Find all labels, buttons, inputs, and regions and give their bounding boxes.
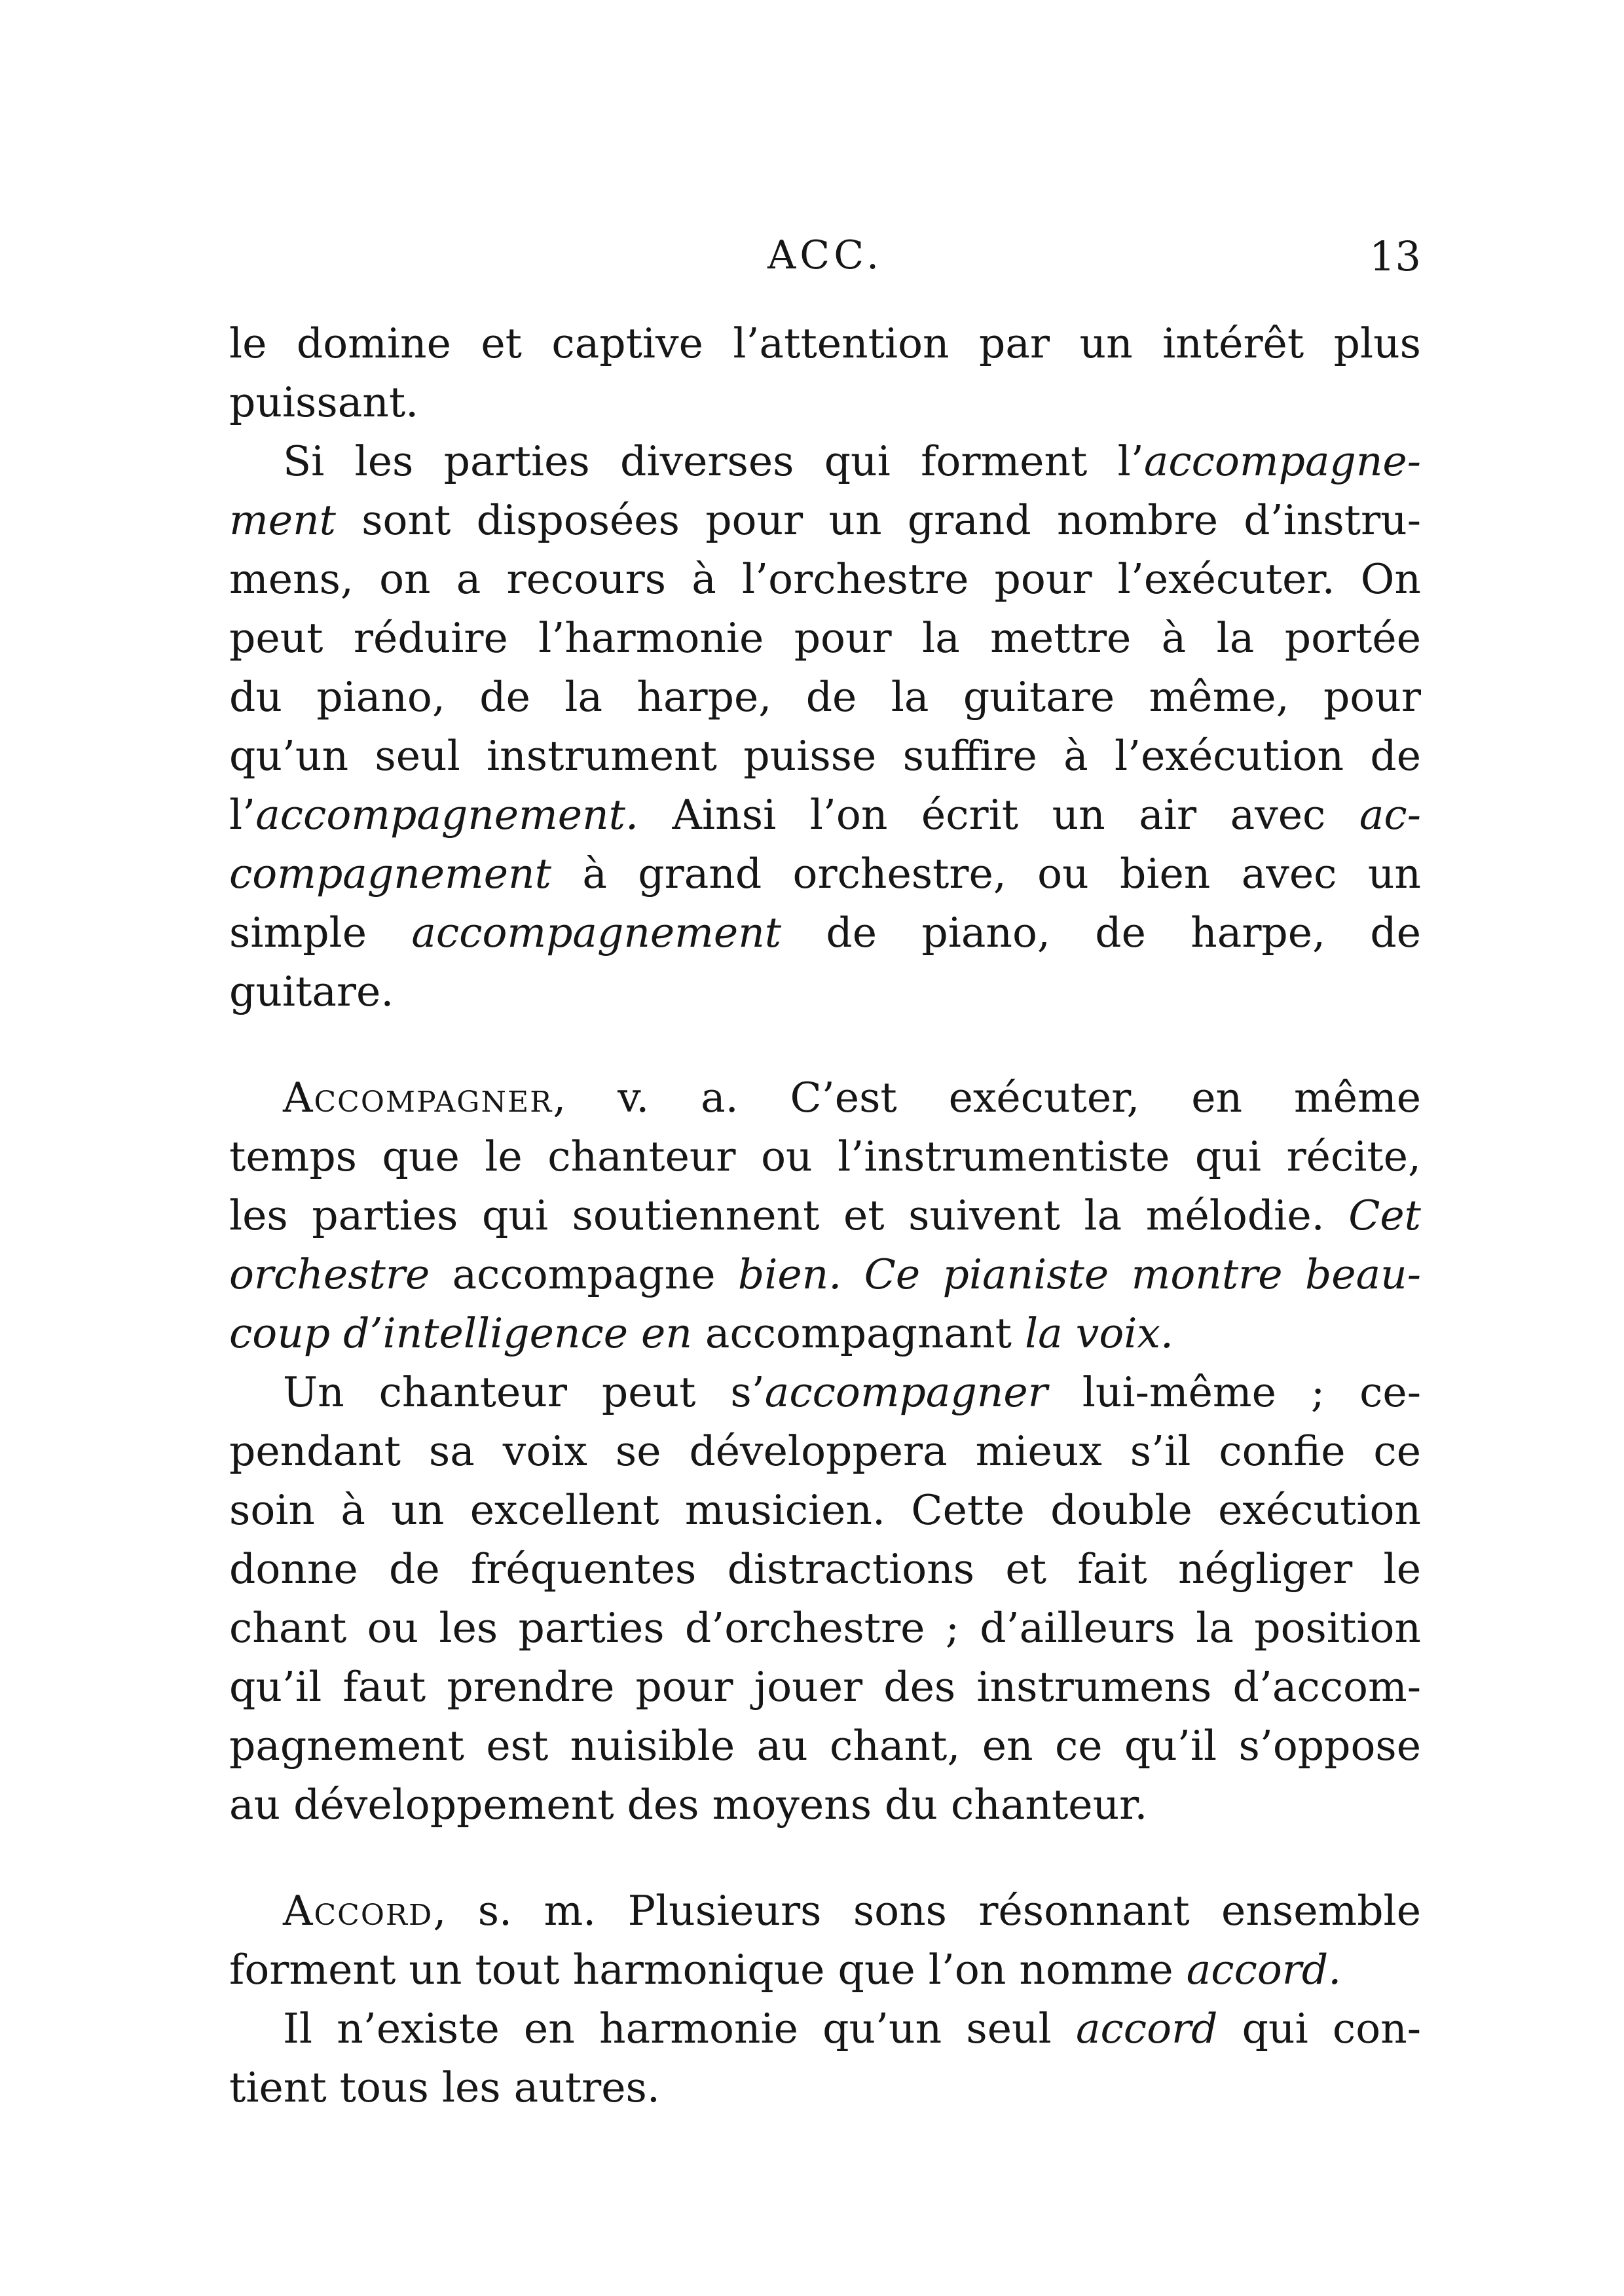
text-span: Un chanteur peut s’ bbox=[283, 1368, 765, 1416]
text-line bbox=[229, 491, 1421, 550]
running-head: ACC. bbox=[767, 232, 883, 278]
text-line: du piano, de la harpe, de la guitare même, pour bbox=[229, 673, 1421, 721]
italic-term: compagnement bbox=[229, 850, 551, 898]
text-line: qu’il faut prendre pour jouer des instrumens d’accom- bbox=[229, 1663, 1421, 1711]
text-line: guitare. bbox=[229, 968, 394, 1015]
text-span: l’ bbox=[229, 791, 256, 839]
italic-term: ac- bbox=[1359, 791, 1421, 839]
paragraph-continuation bbox=[229, 314, 1421, 432]
italic-example: bien. Ce pianiste montre beau- bbox=[737, 1250, 1421, 1298]
text-line: mens, on a recours à l’orchestre pour l’exécuter. On bbox=[229, 555, 1421, 603]
text-span: Il n’existe en harmonie qu’un seul bbox=[283, 2005, 1076, 2052]
text-line bbox=[229, 1882, 1421, 1941]
text-line bbox=[229, 903, 1421, 962]
paragraph-accord-unique bbox=[229, 1999, 1421, 2117]
text-span: de piano, de harpe, de bbox=[781, 909, 1422, 957]
text-line: tient tous les autres. bbox=[229, 2064, 660, 2111]
text-line: soin à un excellent musicien. Cette double exécution bbox=[229, 1486, 1421, 1534]
text-line bbox=[229, 1186, 1421, 1245]
text-span: Ainsi l’on écrit un air avec bbox=[638, 791, 1359, 839]
text-line: peut réduire l’harmonie pour la mettre à la portée bbox=[229, 614, 1421, 662]
text-line: chant ou les parties d’orchestre ; d’ailleurs la position bbox=[229, 1604, 1421, 1652]
text-line: donne de fréquentes distractions et fait négliger le bbox=[229, 1545, 1421, 1593]
italic-term: accord. bbox=[1186, 1946, 1342, 1994]
text-line bbox=[229, 432, 1421, 491]
italic-term: accompagner bbox=[764, 1368, 1048, 1416]
text-span: lui-même ; ce- bbox=[1047, 1368, 1421, 1416]
paragraph-chanteur bbox=[229, 1363, 1421, 1834]
text-line: le domine et captive l’attention par un intérêt plus bbox=[229, 319, 1421, 367]
text-line bbox=[229, 786, 1421, 845]
text-span: , v. a. C’est exécuter, en même bbox=[553, 1074, 1421, 1121]
text-span: simple bbox=[229, 909, 412, 957]
entry-accompagner bbox=[229, 1068, 1421, 1363]
italic-term: ment bbox=[229, 496, 336, 544]
text-span: les parties qui soutiennent et suivent la mélodie. bbox=[229, 1192, 1349, 1239]
entry-accord bbox=[229, 1882, 1421, 1999]
page-number: 13 bbox=[1369, 232, 1421, 280]
text-line bbox=[229, 1068, 1421, 1127]
text-span: qui con- bbox=[1217, 2005, 1421, 2052]
italic-example: coup d’intelligence en bbox=[229, 1309, 692, 1357]
entry-gap bbox=[229, 1021, 1421, 1068]
text-line bbox=[229, 1245, 1421, 1304]
italic-example: orchestre bbox=[229, 1250, 430, 1298]
italic-term: accord bbox=[1075, 2005, 1218, 2052]
italic-term: accompagne- bbox=[1143, 437, 1421, 485]
entry-term: Accord bbox=[283, 1887, 434, 1935]
text-line: pendant sa voix se développera mieux s’il confie ce bbox=[229, 1427, 1421, 1475]
text-body bbox=[229, 314, 1421, 2117]
italic-term: accompagnement bbox=[411, 909, 782, 957]
text-span: sont disposées pour un grand nombre d’instru- bbox=[335, 496, 1421, 544]
text-span: forment un tout harmonique que l’on nomme bbox=[229, 1946, 1187, 1994]
paragraph-accompagnement bbox=[229, 432, 1421, 1021]
text-line bbox=[229, 1363, 1421, 1422]
text-line bbox=[229, 1304, 1421, 1363]
text-span: Si les parties diverses qui forment l’ bbox=[283, 437, 1144, 485]
italic-term: accompagnement. bbox=[255, 791, 638, 839]
text-span: accompagne bbox=[430, 1250, 738, 1298]
text-line bbox=[229, 1999, 1421, 2058]
entry-gap bbox=[229, 1834, 1421, 1882]
text-line bbox=[229, 1941, 1421, 1999]
text-line: puissant. bbox=[229, 378, 419, 426]
page-header bbox=[229, 232, 1421, 285]
text-line: temps que le chanteur ou l’instrumentiste qui récite, bbox=[229, 1133, 1421, 1180]
text-line: au développement des moyens du chanteur. bbox=[229, 1781, 1148, 1829]
text-span: , s. m. Plusieurs sons résonnant ensemble bbox=[433, 1887, 1421, 1935]
entry-term: Accompagner bbox=[283, 1074, 553, 1121]
italic-example: Cet bbox=[1348, 1192, 1421, 1239]
text-span: à grand orchestre, ou bien avec un bbox=[551, 850, 1421, 898]
text-span: accompagnant bbox=[692, 1309, 1025, 1357]
text-line: pagnement est nuisible au chant, en ce qu’il s’oppose bbox=[229, 1722, 1421, 1770]
text-line: qu’un seul instrument puisse suffire à l’exécution de bbox=[229, 732, 1421, 780]
italic-example: la voix. bbox=[1025, 1309, 1173, 1357]
text-line bbox=[229, 845, 1421, 903]
